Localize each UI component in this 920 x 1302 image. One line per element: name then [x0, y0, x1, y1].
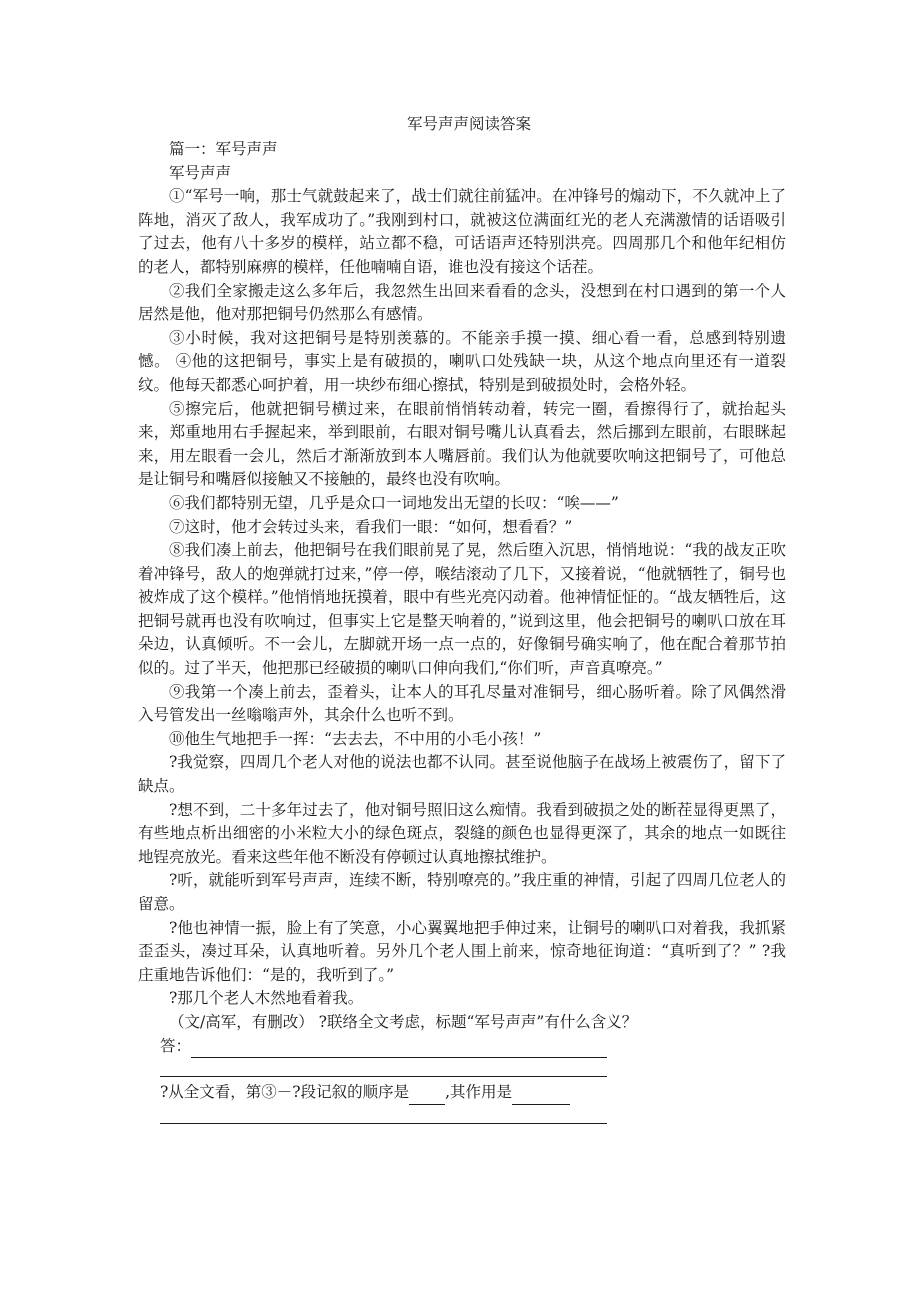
paragraph: ⑩他生气地把手一挥：“去去去，不中用的小毛小孩！” — [169, 729, 542, 748]
paragraph: ①“军号一响，那士气就鼓起来了，战士们就往前猛冲。在冲锋号的煽动下，不久就冲上了阵地，消灭了敌人，我军成功了。”我刚到村口，就被这位满面红光的老人充满激情的话语吸引了过去，他有八十多岁的模样，站立都不稳，可话语声还特别洪亮。四周那几个和他年纪相仿的老人，都特别麻痹的模样，任他喃喃自语，谁也没有接这个话茬。 — [138, 187, 786, 276]
answer-label: 答： — [160, 1036, 192, 1055]
answer-row — [138, 1035, 786, 1059]
answer-blank-line[interactable] — [191, 1041, 607, 1058]
article-title: 军号声声 — [169, 163, 232, 182]
paragraph: ?我觉察，四周几个老人对他的说法也都不认同。甚至说他脑子在战场上被震伤了，留下了缺点。 — [138, 753, 786, 796]
paragraph: ⑧我们凑上前去，他把铜号在我们眼前晃了晃，然后堕入沉思，悄悄地说：“我的战友正吹着冲锋号，敌人的炮弹就打过来，”停一停，喉结滚动了几下，又接着说，“他就牺牲了，铜号也被炸成了这个模样。”他悄悄地抚摸着，眼中有些光亮闪动着。他神情怔怔的。“战友牺牲后，这把铜号就再也没有吹响过，但事实上它是整天响着的，”说到这里，他会把铜号的喇叭口放在耳朵边，认真倾听。不一会儿，左脚就开场一点一点的，好像铜号确实响了，他在配合着那节拍似的。过了半天，他把那已经破损的喇叭口伸向我们,“你们听，声音真嘹亮。” — [138, 541, 786, 678]
paragraph: ③小时候，我对这把铜号是特别羡慕的。不能亲手摸一摸、细心看一看，总感到特别遗憾。 ④他的这把铜号，事实上是有破损的，喇叭口处残缺一块，从这个地点向里还有一道裂纹。他每天都悉心呵护着，用一块纱布细心擦拭，特别是到破损处时，会格外轻。 — [138, 328, 786, 394]
paragraph: ⑨我第一个凑上前去，歪着头，让本人的耳孔尽量对准铜号，细心肠听着。除了风偶然滑入号管发出一丝嗡嗡声外，其余什么也听不到。 — [138, 682, 786, 725]
question-1: （文/高军，有删改） ?联络全文考虑，标题“军号声声”有什么含义？ — [169, 1012, 638, 1031]
paragraph: ②我们全家搬走这么多年后，我忽然生出回来看看的念头，没想到在村口遇到的第一个人居然是他，他对那把铜号仍然那么有感情。 — [138, 281, 786, 324]
question-2-prefix: ?从全文看，第③－?段记叙的顺序是 — [160, 1083, 410, 1102]
paragraph: ?他也神情一振，脸上有了笑意，小心翼翼地把手伸过来，让铜号的喇叭口对着我，我抓紧歪歪头，凑过耳朵，认真地听着。另外几个老人围上前来，惊奇地征询道：“真听到了？” ?我庄重地告诉他们：“是的，我听到了。” — [138, 918, 786, 984]
paragraph: ?那几个老人木然地看着我。 — [169, 989, 364, 1008]
paragraph: ?想不到，二十多年过去了，他对铜号照旧这么痴情。我看到破损之处的断茬显得更黑了，有些地点析出细密的小米粒大小的绿色斑点，裂缝的颜色也显得更深了，其余的地点一如既往地锃亮放光。看来这些年他不断没有停顿过认真地擦拭维护。 — [138, 800, 786, 866]
question-2-middle: ,其作用是 — [445, 1083, 513, 1102]
effect-blank[interactable] — [512, 1088, 570, 1105]
document-title: 军号声声阅读答案 — [406, 115, 531, 133]
chapter-heading: 篇一：军号声声 — [169, 140, 278, 158]
answer-blank-line-2[interactable] — [160, 1062, 607, 1077]
paragraph: ⑦这时，他才会转过头来，看我们一眼：“如何，想看看？” — [169, 517, 573, 536]
paragraph: ⑤擦完后，他就把铜号横过来，在眼前悄悄转动着，转完一圈，看擦得行了，就抬起头来，郑重地用右手握起来，举到眼前，右眼对铜号嘴儿认真看去，然后挪到左眼前，右眼眯起来，用左眼看一会儿，然后才渐渐放到本人嘴唇前。我们认为他就要吹响这把铜号了，可他总是让铜号和嘴唇似接触又不接触的，最终也没有吹响。 — [138, 399, 786, 489]
answer-blank-line-3[interactable] — [160, 1109, 607, 1124]
document-body — [138, 112, 786, 1128]
paragraph: ?听，就能听到军号声声，连续不断，特别嘹亮的。”我庄重的神情，引起了四周几位老人的留意。 — [138, 871, 786, 913]
question-2 — [138, 1081, 786, 1105]
order-blank[interactable] — [409, 1088, 445, 1105]
paragraph: ⑥我们都特别无望，几乎是众口一词地发出无望的长叹：“唉——” — [169, 493, 619, 512]
